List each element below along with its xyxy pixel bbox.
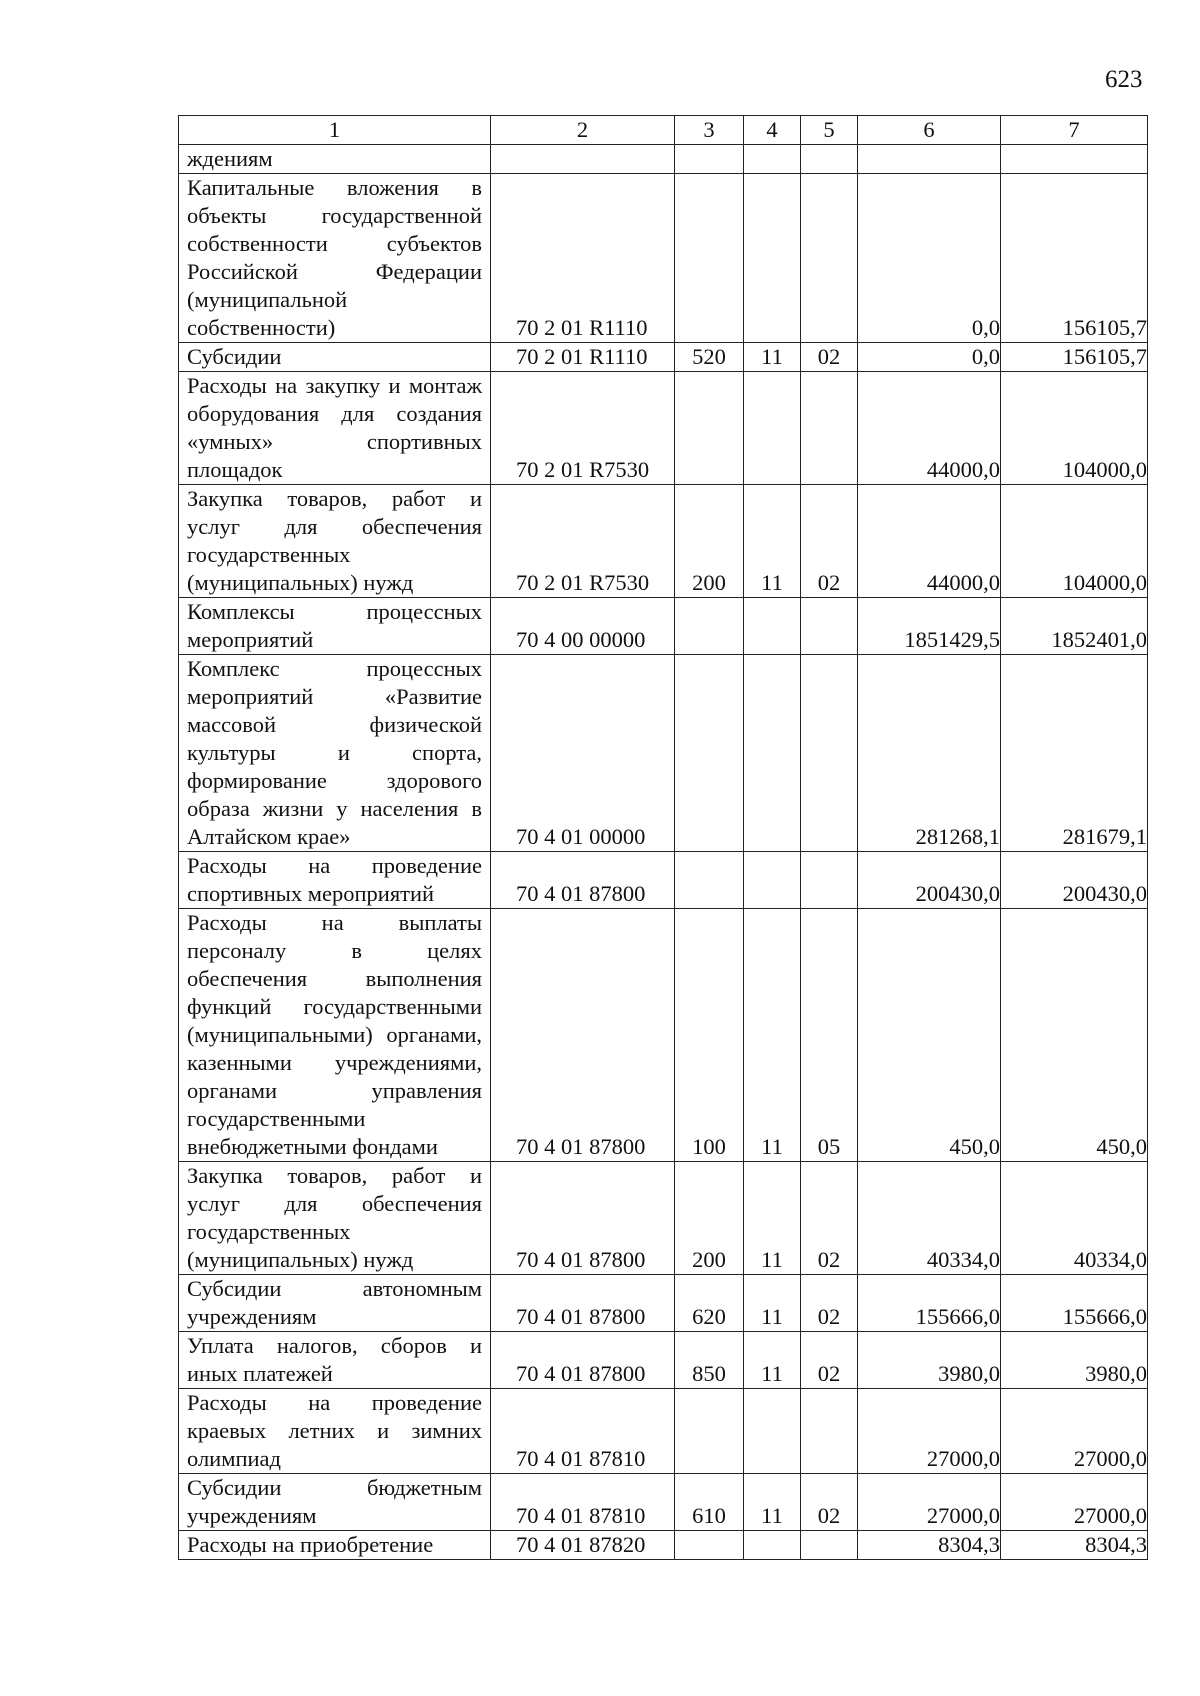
table-row [179, 1389, 1148, 1474]
row-value6-cell: 450,0 [858, 909, 1001, 1162]
row-value6-cell: 0,0 [858, 174, 1001, 343]
row-col3-cell: 100 [675, 909, 744, 1162]
table-row [179, 655, 1148, 852]
row-code-cell: 70 2 01 R7530 [491, 485, 675, 598]
row-value6-cell: 200430,0 [858, 852, 1001, 909]
row-col5-cell [801, 598, 858, 655]
row-value6-cell: 155666,0 [858, 1275, 1001, 1332]
row-col3-cell [675, 145, 744, 174]
row-name-cell: Субсидии автономным учреждениям [179, 1275, 491, 1332]
row-code-cell: 70 2 01 R7530 [491, 372, 675, 485]
row-col3-cell [675, 1531, 744, 1560]
row-col3-cell: 610 [675, 1474, 744, 1531]
row-col4-cell: 11 [744, 909, 801, 1162]
row-name-cell: Расходы на проведение краевых летних и зимних олимпиад [179, 1389, 491, 1474]
row-name-cell: Расходы на приобретение [179, 1531, 491, 1560]
row-col5-cell: 02 [801, 1162, 858, 1275]
row-value7-cell: 450,0 [1001, 909, 1148, 1162]
table-row [179, 1474, 1148, 1531]
row-name-cell: Уплата налогов, сборов и иных платежей [179, 1332, 491, 1389]
table-row [179, 174, 1148, 343]
row-name-cell: Комплекс процессных мероприятий «Развитие массовой физической культуры и спорта, формирование здорового образа жизни у населения в Алтайском крае» [179, 655, 491, 852]
table-row [179, 1275, 1148, 1332]
row-col3-cell [675, 372, 744, 485]
row-code-cell: 70 4 01 87810 [491, 1474, 675, 1531]
row-col3-cell: 620 [675, 1275, 744, 1332]
row-name-cell: Закупка товаров, работ и услуг для обеспечения государственных (муниципальных) нужд [179, 485, 491, 598]
row-code-cell: 70 4 01 87800 [491, 1332, 675, 1389]
row-name-cell: Комплексы процессных мероприятий [179, 598, 491, 655]
row-col5-cell [801, 655, 858, 852]
table-row [179, 1531, 1148, 1560]
row-col4-cell: 11 [744, 1474, 801, 1531]
row-col3-cell [675, 1389, 744, 1474]
row-col4-cell [744, 372, 801, 485]
budget-table [178, 115, 1148, 1560]
table-body [179, 116, 1148, 1560]
row-name-cell: Субсидии бюджетным учреждениям [179, 1474, 491, 1531]
row-col5-cell [801, 852, 858, 909]
table-row [179, 343, 1148, 372]
column-header: 3 [675, 116, 744, 145]
row-col3-cell: 200 [675, 1162, 744, 1275]
row-code-cell: 70 4 01 00000 [491, 655, 675, 852]
row-col4-cell: 11 [744, 1275, 801, 1332]
row-value7-cell: 40334,0 [1001, 1162, 1148, 1275]
table-row [179, 485, 1148, 598]
row-col5-cell [801, 174, 858, 343]
table-row [179, 1332, 1148, 1389]
row-value7-cell: 200430,0 [1001, 852, 1148, 909]
column-header: 7 [1001, 116, 1148, 145]
row-col4-cell: 11 [744, 1332, 801, 1389]
row-name-cell: Субсидии [179, 343, 491, 372]
row-value6-cell: 44000,0 [858, 485, 1001, 598]
row-code-cell: 70 4 01 87800 [491, 1162, 675, 1275]
table-row [179, 1162, 1148, 1275]
row-value7-cell: 156105,7 [1001, 174, 1148, 343]
row-value7-cell: 281679,1 [1001, 655, 1148, 852]
column-header: 5 [801, 116, 858, 145]
row-name-cell: Закупка товаров, работ и услуг для обеспечения государственных (муниципальных) нужд [179, 1162, 491, 1275]
row-col3-cell [675, 852, 744, 909]
row-col4-cell [744, 145, 801, 174]
column-header: 4 [744, 116, 801, 145]
row-col5-cell: 05 [801, 909, 858, 1162]
table-row [179, 372, 1148, 485]
row-code-cell [491, 145, 675, 174]
table-row [179, 852, 1148, 909]
column-header: 1 [179, 116, 491, 145]
row-col5-cell: 02 [801, 1474, 858, 1531]
row-value7-cell: 8304,3 [1001, 1531, 1148, 1560]
row-value7-cell: 104000,0 [1001, 372, 1148, 485]
row-value7-cell: 27000,0 [1001, 1474, 1148, 1531]
row-code-cell: 70 4 00 00000 [491, 598, 675, 655]
row-col4-cell [744, 174, 801, 343]
row-col5-cell: 02 [801, 1332, 858, 1389]
row-value6-cell: 40334,0 [858, 1162, 1001, 1275]
row-col4-cell [744, 1389, 801, 1474]
row-col4-cell [744, 1531, 801, 1560]
row-col4-cell [744, 655, 801, 852]
column-header: 2 [491, 116, 675, 145]
row-col5-cell [801, 1531, 858, 1560]
page-number: 623 [1105, 66, 1143, 93]
row-value6-cell [858, 145, 1001, 174]
row-code-cell: 70 4 01 87820 [491, 1531, 675, 1560]
row-value7-cell [1001, 145, 1148, 174]
row-col3-cell: 200 [675, 485, 744, 598]
row-value7-cell: 104000,0 [1001, 485, 1148, 598]
row-col4-cell [744, 852, 801, 909]
row-value6-cell: 27000,0 [858, 1389, 1001, 1474]
row-col3-cell [675, 174, 744, 343]
row-name-cell: Расходы на закупку и монтаж оборудования для создания «умных» спортивных площадок [179, 372, 491, 485]
table-row [179, 145, 1148, 174]
row-code-cell: 70 2 01 R1110 [491, 343, 675, 372]
table-row [179, 909, 1148, 1162]
row-value6-cell: 8304,3 [858, 1531, 1001, 1560]
row-col5-cell [801, 1389, 858, 1474]
row-code-cell: 70 4 01 87800 [491, 1275, 675, 1332]
row-col4-cell [744, 598, 801, 655]
row-code-cell: 70 2 01 R1110 [491, 174, 675, 343]
header-row [179, 116, 1148, 145]
row-value6-cell: 27000,0 [858, 1474, 1001, 1531]
row-value6-cell: 281268,1 [858, 655, 1001, 852]
row-value6-cell: 44000,0 [858, 372, 1001, 485]
row-col3-cell [675, 598, 744, 655]
row-value6-cell: 0,0 [858, 343, 1001, 372]
row-value7-cell: 1852401,0 [1001, 598, 1148, 655]
row-col3-cell: 520 [675, 343, 744, 372]
row-col5-cell [801, 372, 858, 485]
row-value6-cell: 3980,0 [858, 1332, 1001, 1389]
row-name-cell: Капитальные вложения в объекты государственной собственности субъектов Российской Федерации (муниципальной собственности) [179, 174, 491, 343]
row-col5-cell [801, 145, 858, 174]
row-name-cell: Расходы на проведение спортивных мероприятий [179, 852, 491, 909]
row-col5-cell: 02 [801, 1275, 858, 1332]
row-col4-cell: 11 [744, 343, 801, 372]
column-header: 6 [858, 116, 1001, 145]
table-row [179, 598, 1148, 655]
row-code-cell: 70 4 01 87810 [491, 1389, 675, 1474]
row-col3-cell [675, 655, 744, 852]
row-value7-cell: 156105,7 [1001, 343, 1148, 372]
row-value7-cell: 27000,0 [1001, 1389, 1148, 1474]
row-value7-cell: 3980,0 [1001, 1332, 1148, 1389]
row-col4-cell: 11 [744, 485, 801, 598]
row-code-cell: 70 4 01 87800 [491, 852, 675, 909]
row-name-cell: Расходы на выплаты персоналу в целях обеспечения выполнения функций государственными (муниципальными) органами, казенными учреждениями, органами управления государственными внебюджетными фондами [179, 909, 491, 1162]
row-name-cell: ждениям [179, 145, 491, 174]
row-value6-cell: 1851429,5 [858, 598, 1001, 655]
row-col3-cell: 850 [675, 1332, 744, 1389]
row-col5-cell: 02 [801, 343, 858, 372]
row-value7-cell: 155666,0 [1001, 1275, 1148, 1332]
row-code-cell: 70 4 01 87800 [491, 909, 675, 1162]
row-col5-cell: 02 [801, 485, 858, 598]
row-col4-cell: 11 [744, 1162, 801, 1275]
